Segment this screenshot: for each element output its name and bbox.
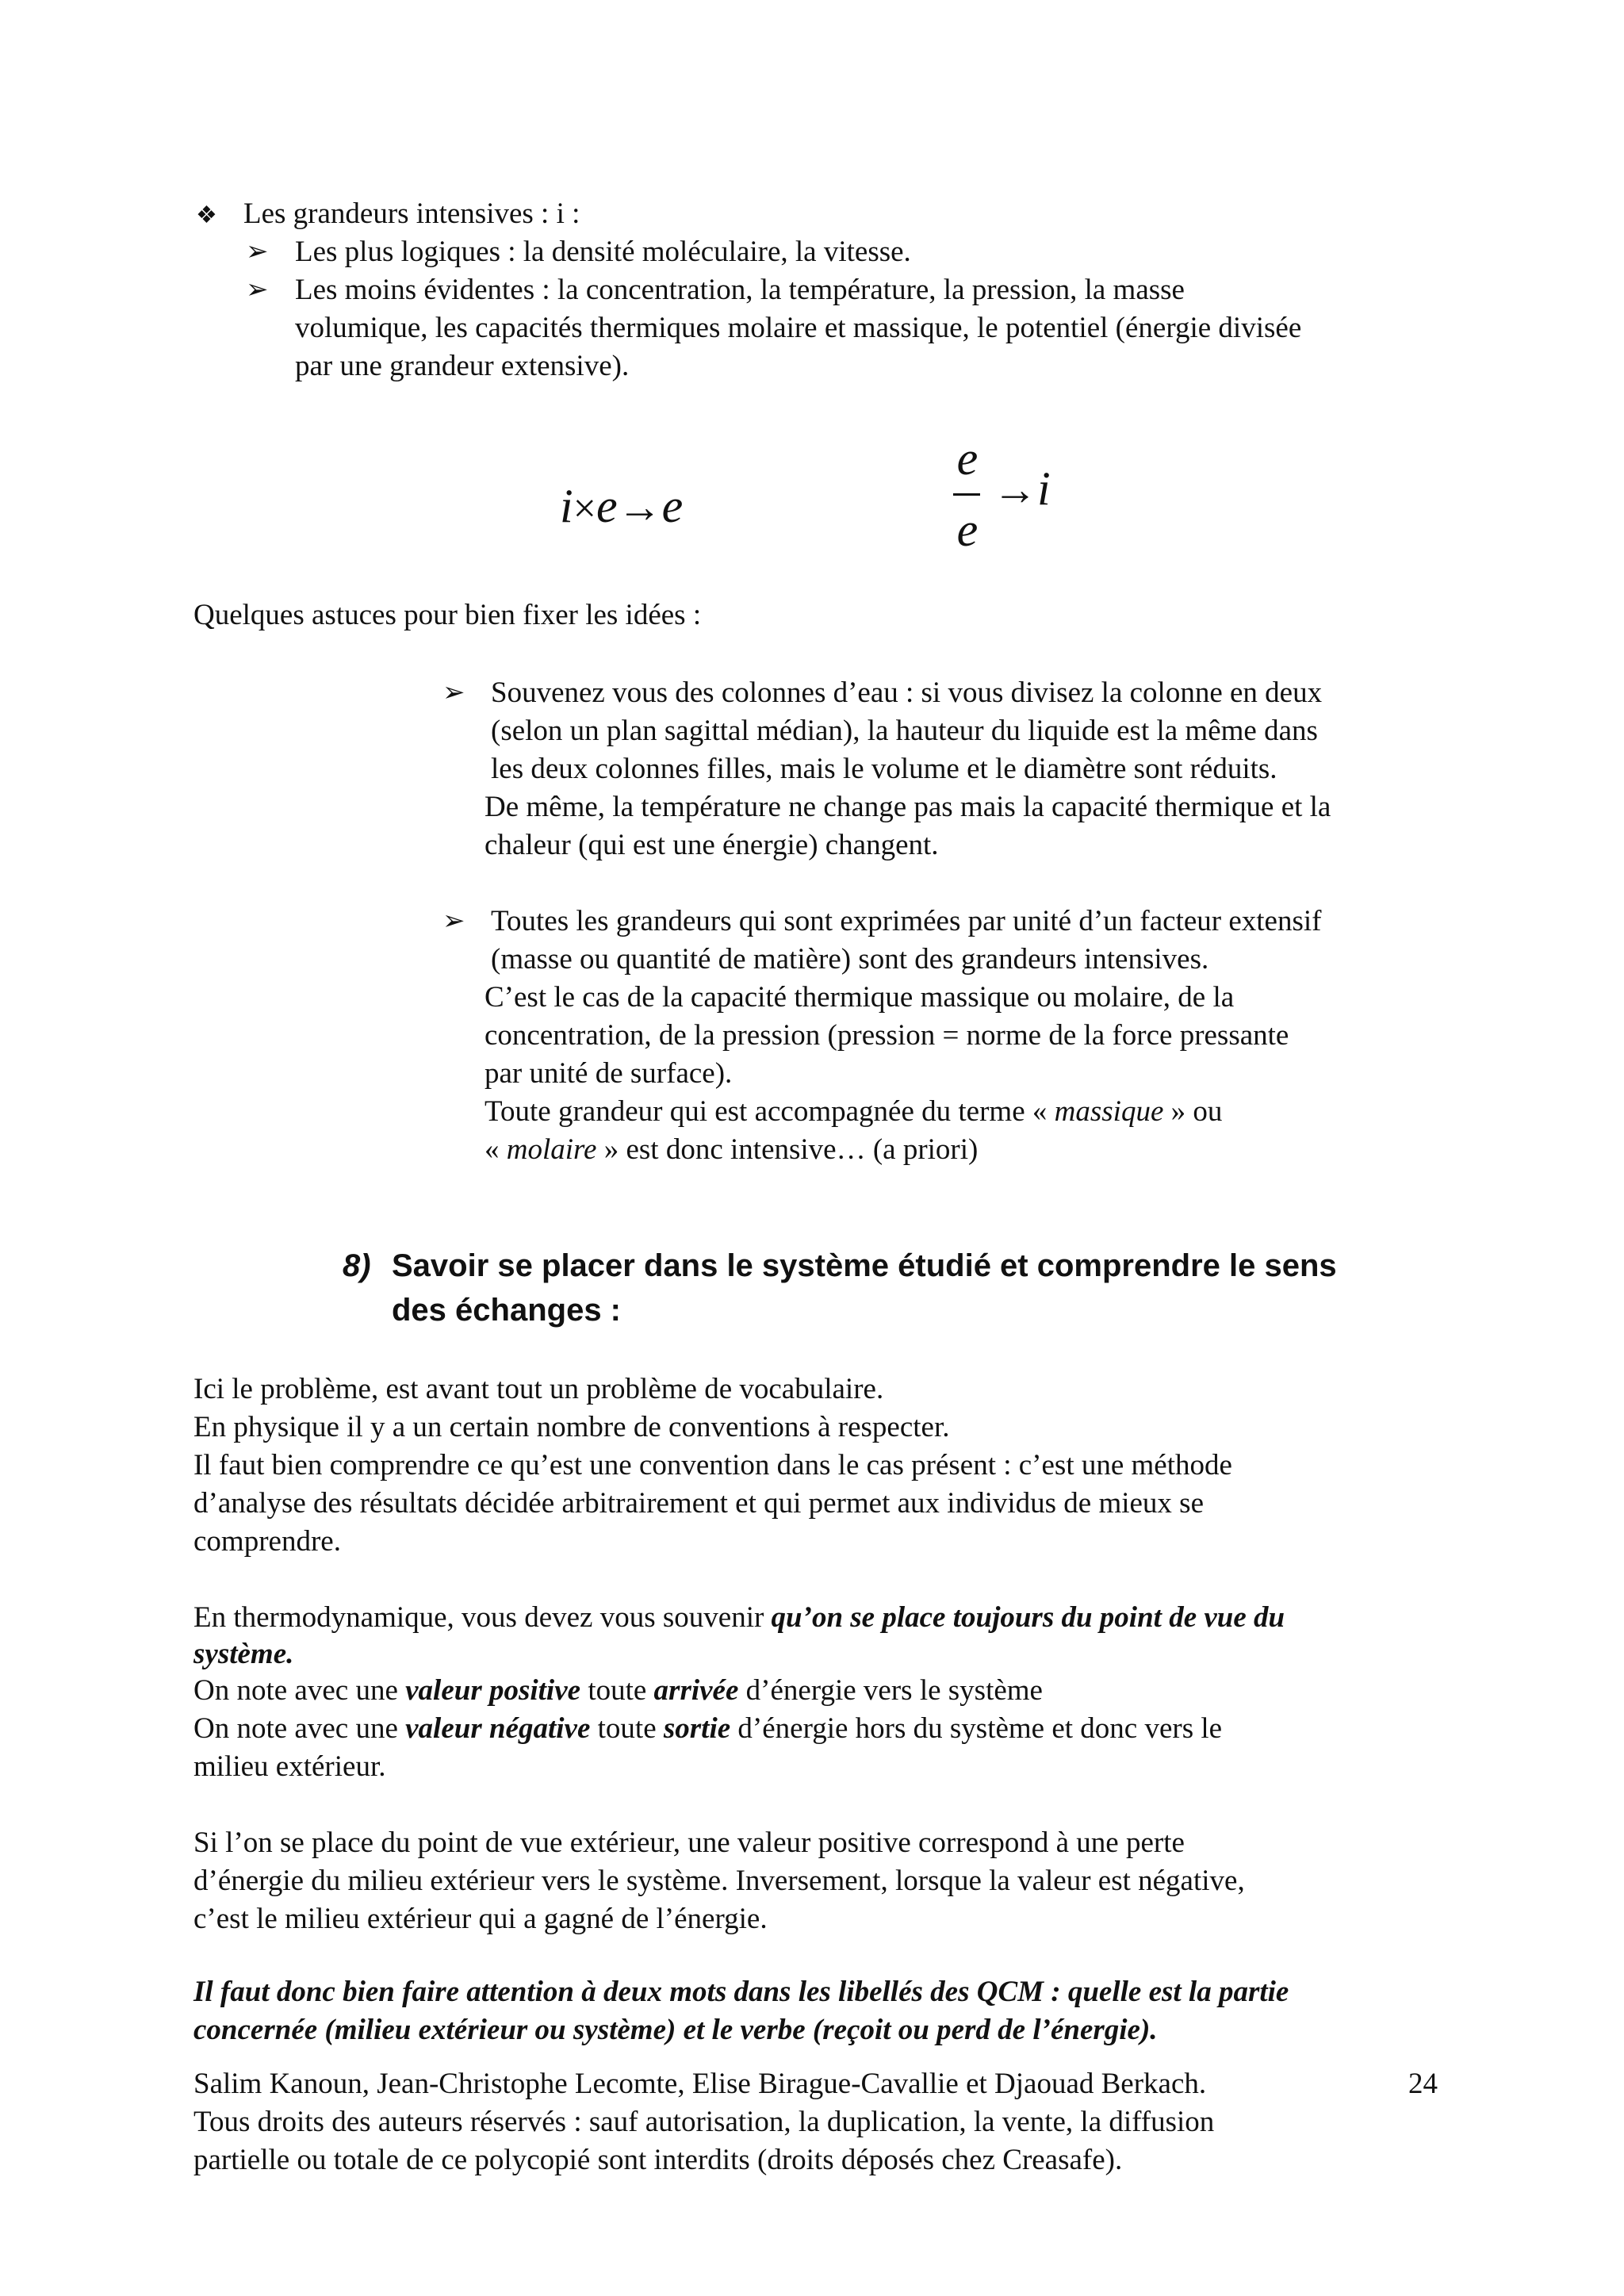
text-segment: Toute grandeur qui est accompagnée du terme « — [485, 1095, 1055, 1128]
tip1-line-5: chaleur (qui est une énergie) changent. — [485, 829, 939, 861]
footer-authors: Salim Kanoun, Jean-Christophe Lecomte, Elise Birague-Cavallie et Djaouad Berkach. — [193, 2068, 1207, 2100]
diamond-bullet-icon: ❖ — [196, 202, 217, 228]
tip1-line-1: Souvenez vous des colonnes d’eau : si vous divisez la colonne en deux — [491, 677, 1323, 709]
para2-line-5: milieu extérieur. — [193, 1750, 386, 1783]
formula-e: e — [596, 480, 618, 532]
intensive-title: Les grandeurs intensives : i : — [243, 197, 580, 230]
arrow-bullet-icon: ➢ — [442, 678, 465, 707]
intensive-item-2-line-2: volumique, les capacités thermiques molaire et massique, le potentiel (énergie divisée — [295, 312, 1302, 344]
text-segment: On note avec une — [193, 1674, 406, 1707]
formula-i: i — [560, 480, 573, 532]
emphasis-arrivee: arrivée — [653, 1674, 739, 1707]
para2-line-1 — [193, 1599, 1285, 1637]
tip2-line-1: Toutes les grandeurs qui sont exprimées par unité d’un facteur extensif — [491, 905, 1322, 937]
emphasis-molaire: molaire — [506, 1133, 597, 1166]
footer-rights-line-1: Tous droits des auteurs réservés : sauf autorisation, la duplication, la vente, la diffusion — [193, 2106, 1215, 2138]
formula-i: i — [1037, 462, 1051, 515]
arrow-bullet-icon: ➢ — [246, 237, 269, 266]
tip2-line-3: C’est le cas de la capacité thermique massique ou molaire, de la — [485, 981, 1235, 1014]
tip2-line-4: concentration, de la pression (pression = norme de la force pressante — [485, 1019, 1289, 1052]
intensive-item-2-line-3: par une grandeur extensive). — [295, 350, 630, 382]
para2-line-2: système. — [193, 1638, 294, 1670]
text-segment: En thermodynamique, vous devez vous souvenir — [193, 1601, 772, 1634]
para1-line-1: Ici le problème, est avant tout un problème de vocabulaire. — [193, 1373, 884, 1405]
tip1-line-2: (selon un plan sagittal médian), la hauteur du liquide est la même dans — [491, 715, 1318, 747]
warning-line-2: concernée (milieu extérieur ou système) et le verbe (reçoit ou perd de l’énergie). — [193, 2014, 1158, 2046]
text-segment: d’énergie hors du système et donc vers le — [730, 1712, 1223, 1745]
section-title-line-1: Savoir se placer dans le système étudié et comprendre le sens — [392, 1248, 1337, 1283]
warning-line-1: Il faut donc bien faire attention à deux mots dans les libellés des QCM : quelle est la partie — [193, 1976, 1289, 2008]
formula-right — [993, 462, 1051, 515]
fraction-numerator: e — [956, 432, 979, 485]
formula-e: e — [661, 480, 684, 532]
para1-line-3: Il faut bien comprendre ce qu’est une convention dans le cas présent : c’est une méthode — [193, 1449, 1232, 1481]
para3-line-3: c’est le milieu extérieur qui a gagné de l’énergie. — [193, 1903, 768, 1935]
tip2-line-7 — [485, 1131, 978, 1169]
emphasis-valeur-negative: valeur négative — [405, 1712, 591, 1745]
page-number: 24 — [1408, 2068, 1438, 2100]
emphasis-sortie: sortie — [663, 1712, 731, 1745]
section-number: 8) — [343, 1248, 371, 1283]
emphasis-point-de-vue: qu’on se place toujours du point de vue du — [771, 1601, 1285, 1634]
text-segment: » ou — [1163, 1095, 1223, 1128]
tip1-line-4: De même, la température ne change pas mais la capacité thermique et la — [485, 791, 1331, 823]
text-segment: » est donc intensive… (a priori) — [596, 1133, 979, 1166]
text-segment: toute — [590, 1712, 664, 1745]
footer-rights-line-2: partielle ou totale de ce polycopié sont interdits (droits déposés chez Creasafe). — [193, 2144, 1123, 2176]
section-title-line-2: des échanges : — [392, 1293, 622, 1328]
emphasis-valeur-positive: valeur positive — [405, 1674, 581, 1707]
para1-line-5: comprendre. — [193, 1525, 341, 1558]
formula-left — [560, 482, 683, 533]
formula-arrow: → — [993, 466, 1037, 515]
intensive-item-1: Les plus logiques : la densité moléculaire, la vitesse. — [295, 236, 911, 268]
para3-line-1: Si l’on se place du point de vue extérieur, une valeur positive correspond à une perte — [193, 1826, 1185, 1859]
tip2-line-6 — [485, 1093, 1222, 1131]
text-segment: On note avec une — [193, 1712, 406, 1745]
emphasis-massique: massique — [1054, 1095, 1164, 1128]
para2-line-4 — [193, 1710, 1222, 1748]
para1-line-4: d’analyse des résultats décidée arbitrairement et qui permet aux individus de mieux se — [193, 1487, 1205, 1520]
fraction-bar — [953, 493, 980, 496]
tip2-line-5: par unité de surface). — [485, 1057, 733, 1090]
text-segment: « — [485, 1133, 507, 1166]
para3-line-2: d’énergie du milieu extérieur vers le système. Inversement, lorsque la valeur est négative, — [193, 1865, 1245, 1897]
text-segment: d’énergie vers le système — [738, 1674, 1043, 1707]
fraction-denominator: e — [956, 504, 979, 556]
intensive-item-2-line-1: Les moins évidentes : la concentration, la température, la pression, la masse — [295, 274, 1185, 306]
para2-line-3 — [193, 1672, 1043, 1710]
formula-arrow: → — [617, 483, 662, 532]
tips-intro: Quelques astuces pour bien fixer les idées : — [193, 599, 702, 631]
arrow-bullet-icon: ➢ — [246, 275, 269, 305]
tip2-line-2: (masse ou quantité de matière) sont des grandeurs intensives. — [491, 943, 1209, 976]
tip1-line-3: les deux colonnes filles, mais le volume et le diamètre sont réduits. — [491, 753, 1277, 785]
text-segment: toute — [580, 1674, 654, 1707]
arrow-bullet-icon: ➢ — [442, 907, 465, 936]
formula-times: × — [573, 486, 596, 531]
para1-line-2: En physique il y a un certain nombre de conventions à respecter. — [193, 1411, 950, 1443]
